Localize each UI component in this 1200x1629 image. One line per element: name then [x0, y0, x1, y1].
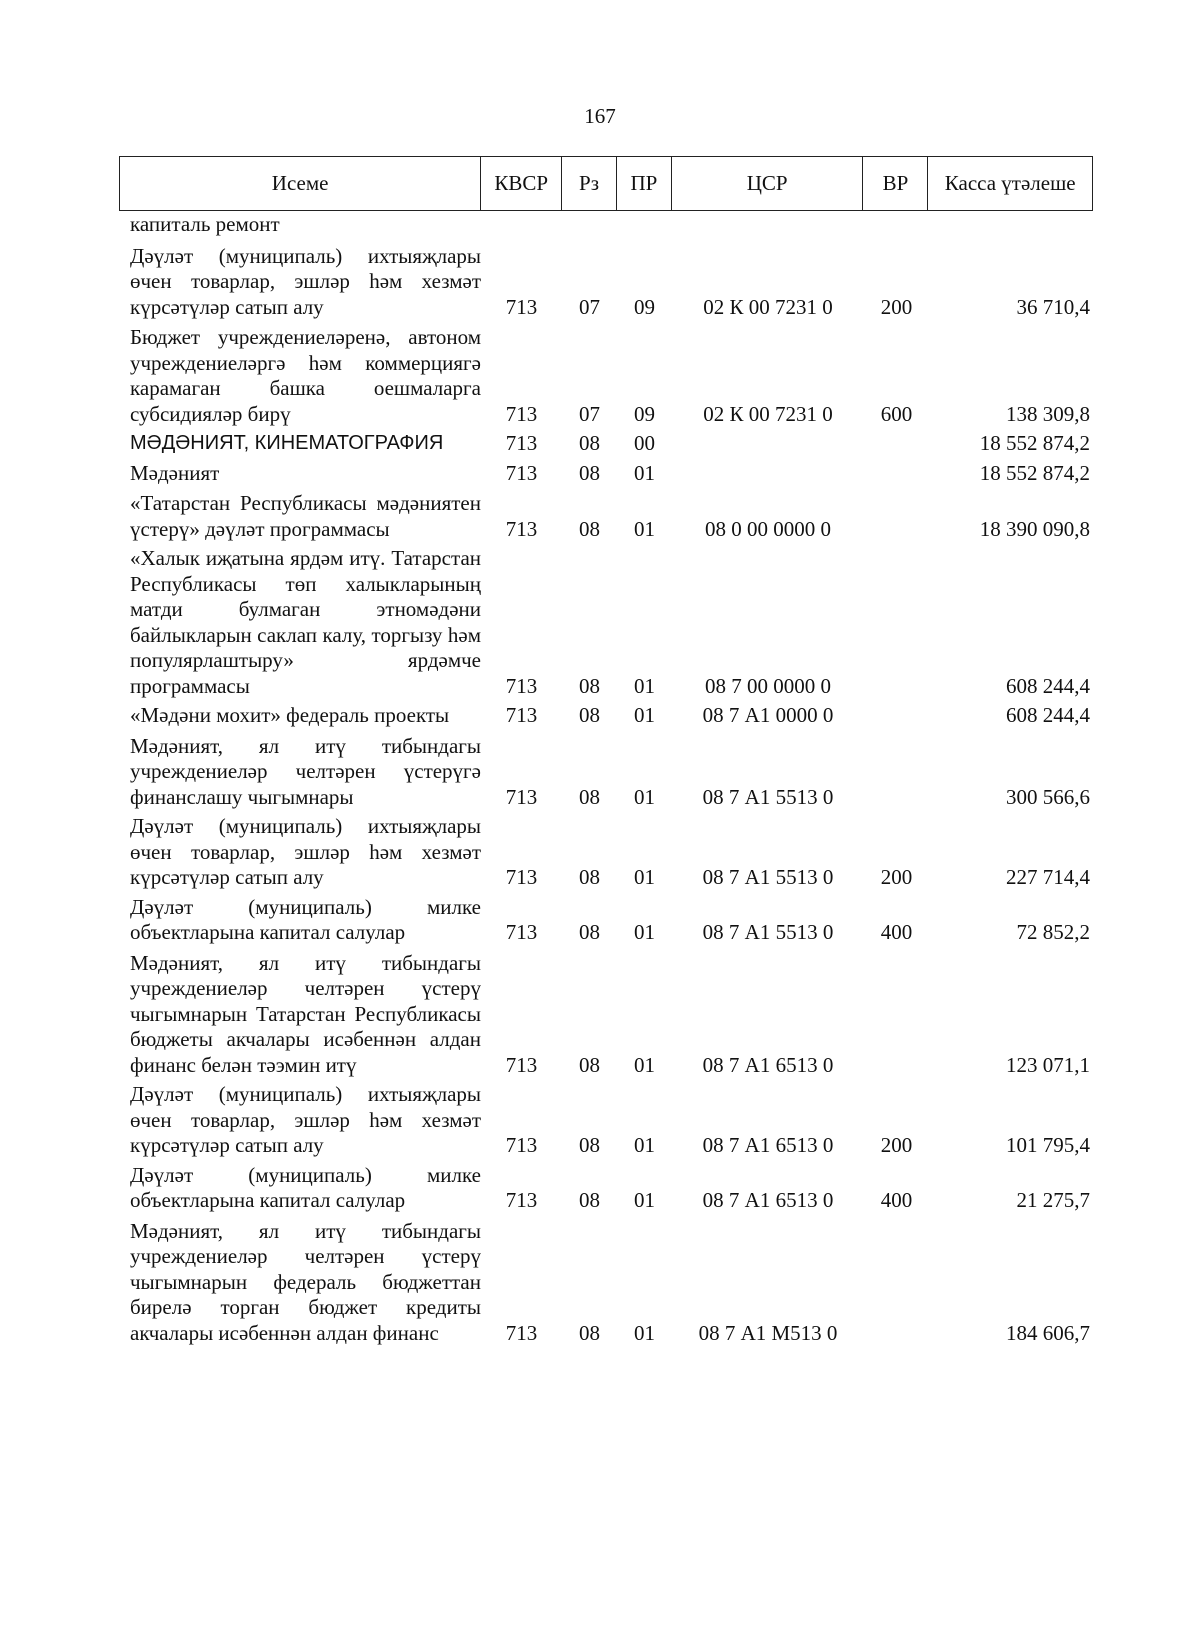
- cell-kvsr: 713: [505, 920, 538, 944]
- table-row: [130, 814, 1090, 891]
- table-row: [130, 703, 1090, 729]
- table-row: [130, 951, 1090, 1079]
- table-header: [119, 156, 1093, 211]
- cell-name: Дәүләт (муниципаль) ихтыяҗлары өчен товарлар, эшләр һәм хезмәт күрсәтүләр сатып алу: [130, 243, 481, 319]
- cell-name: «Халык иҗатына ярдәм итү. Татарстан Республикасы төп халыкларының матди булмаган этномәдәни байлыкларын саклап калу, торгызу һәм популярлаштыру» ярдәмче программасы: [130, 546, 481, 698]
- cell-sum: 227 714,4: [1006, 865, 1090, 889]
- cell-sum: 608 244,4: [1006, 703, 1090, 727]
- cell-sum: 18 390 090,8: [979, 516, 1090, 541]
- cell-kvsr: 713: [505, 460, 538, 485]
- page-number: 167: [584, 104, 616, 128]
- cell-kvsr: 713: [505, 784, 538, 809]
- table-row: [130, 1219, 1090, 1347]
- cell-vr: 600: [880, 401, 913, 426]
- cell-kvsr: 713: [505, 1133, 538, 1157]
- cell-vr: 200: [880, 865, 913, 889]
- cell-csr: 08 7 А1 5513 0: [702, 865, 834, 889]
- cell-name: «Мәдәни мохит» федераль проекты: [130, 703, 450, 727]
- cell-vr: 400: [880, 1188, 913, 1212]
- cell-kvsr: 713: [505, 1320, 538, 1345]
- cell-rz: 08: [579, 431, 600, 455]
- cell-name: Мәдәният, ял итү тибындагы учреждениеләр челтәрен үстерү чыгымнарын Татарстан Республикасы бюджеты акчалары исәбеннән алдан финанс белән тәэмин итү: [130, 950, 481, 1077]
- cell-rz: 08: [579, 865, 600, 889]
- table-row: [130, 491, 1090, 542]
- cell-rz: 08: [579, 1188, 600, 1212]
- cell-rz: 08: [579, 1320, 600, 1345]
- cell-rz: 07: [579, 401, 600, 426]
- cell-name: Дәүләт (муниципаль) милке объектларына капитал салулар: [130, 1162, 481, 1212]
- cell-csr: 08 7 А1 М513 0: [698, 1320, 838, 1345]
- cell-pr: 00: [634, 431, 655, 455]
- cell-csr: 08 0 00 0000 0: [705, 516, 831, 541]
- cell-vr: 200: [880, 294, 913, 319]
- cell-pr: 09: [634, 401, 655, 426]
- cell-rz: 08: [579, 784, 600, 809]
- cell-rz: 08: [579, 516, 600, 541]
- header-name: Исеме: [120, 157, 481, 210]
- table-row: [130, 1163, 1090, 1214]
- cell-rz: 08: [579, 703, 600, 727]
- table-row: [130, 325, 1090, 427]
- table-row: [130, 1082, 1090, 1159]
- cell-sum: 18 552 874,2: [979, 460, 1090, 485]
- cell-csr: 02 К 00 7231 0: [703, 294, 833, 319]
- cell-kvsr: 713: [505, 516, 538, 541]
- cell-vr: 400: [880, 920, 913, 944]
- cell-csr: 08 7 А1 5513 0: [702, 920, 834, 944]
- cell-kvsr: 713: [505, 431, 538, 455]
- cell-kvsr: 713: [505, 1188, 538, 1212]
- cell-sum: 300 566,6: [1006, 784, 1090, 809]
- cell-sum: 18 552 874,2: [979, 431, 1090, 455]
- cell-name: Мәдәният: [130, 460, 220, 485]
- cell-kvsr: 713: [505, 673, 538, 698]
- table-row: [130, 244, 1090, 321]
- cell-rz: 08: [579, 460, 600, 485]
- cell-pr: 01: [634, 920, 655, 944]
- header-kvsr: КВСР: [481, 157, 562, 210]
- cell-pr: 01: [634, 673, 655, 698]
- cell-sum: 608 244,4: [1006, 673, 1090, 698]
- cell-rz: 08: [579, 673, 600, 698]
- cell-sum: 72 852,2: [1016, 920, 1090, 944]
- cell-csr: 08 7 А1 6513 0: [702, 1133, 834, 1157]
- cell-pr: 01: [634, 784, 655, 809]
- cell-rz: 08: [579, 1052, 600, 1077]
- cell-pr: 01: [634, 1052, 655, 1077]
- cell-name: Дәүләт (муниципаль) ихтыяҗлары өчен товарлар, эшләр һәм хезмәт күрсәтүләр сатып алу: [130, 814, 481, 889]
- cell-name: Бюджет учреждениеләренә, автоном учреждениеләргә һәм коммерциягә карамаган башка оешмаларга субсидияләр бирү: [130, 325, 481, 426]
- cell-name: Мәдәният, ял итү тибындагы учреждениеләр челтәрен үстерү чыгымнарын федераль бюджеттан бирелә торган бюджет кредиты акчалары исәбеннән алдан финанс: [130, 1218, 481, 1345]
- cell-kvsr: 713: [505, 1052, 538, 1077]
- header-sum: Касса үтәлеше: [944, 171, 1076, 195]
- cell-rz: 07: [579, 294, 600, 319]
- cell-sum: 138 309,8: [1006, 401, 1090, 426]
- cell-pr: 01: [634, 865, 655, 889]
- cell-csr: 08 7 А1 0000 0: [702, 703, 834, 727]
- table-row: [130, 461, 1090, 487]
- cell-sum: 123 071,1: [1006, 1052, 1090, 1077]
- header-vr: ВР: [863, 157, 928, 210]
- cell-pr: 01: [634, 460, 655, 485]
- table-row: [130, 546, 1090, 699]
- cell-kvsr: 713: [505, 865, 538, 889]
- table-body: [130, 212, 1090, 1346]
- cell-rz: 08: [579, 1133, 600, 1157]
- cell-name: МӘДӘНИЯТ, КИНЕМАТОГРАФИЯ: [130, 432, 444, 454]
- header-csr: ЦСР: [672, 157, 864, 210]
- table-row: [130, 431, 1090, 457]
- cell-pr: 09: [634, 294, 655, 319]
- cell-csr: 08 7 А1 6513 0: [702, 1052, 834, 1077]
- cell-sum: 101 795,4: [1006, 1133, 1090, 1157]
- cell-sum: 36 710,4: [1016, 294, 1090, 319]
- cell-pr: 01: [634, 1133, 655, 1157]
- cell-pr: 01: [634, 1188, 655, 1212]
- cell-csr: 02 К 00 7231 0: [703, 401, 833, 426]
- table-row: [130, 895, 1090, 946]
- cell-csr: 08 7 00 0000 0: [705, 673, 831, 698]
- header-rz: Рз: [562, 157, 617, 210]
- cell-vr: 200: [880, 1133, 913, 1157]
- cell-name: Мәдәният, ял итү тибындагы учреждениеләр челтәрен үстерүгә финанслашу чыгымнары: [130, 733, 481, 809]
- cell-kvsr: 713: [505, 703, 538, 727]
- cell-sum: 184 606,7: [1006, 1320, 1090, 1345]
- cell-name: Дәүләт (муниципаль) милке объектларына капитал салулар: [130, 894, 481, 944]
- cell-sum: 21 275,7: [1016, 1188, 1090, 1212]
- cell-kvsr: 713: [505, 401, 538, 426]
- table-row: [130, 734, 1090, 811]
- cell-name: «Татарстан Республикасы мәдәниятен үстерү» дәүләт программасы: [130, 491, 481, 541]
- cell-kvsr: 713: [505, 294, 538, 319]
- cell-name: Дәүләт (муниципаль) ихтыяҗлары өчен товарлар, эшләр һәм хезмәт күрсәтүләр сатып алу: [130, 1082, 481, 1157]
- cell-rz: 08: [579, 920, 600, 944]
- cell-pr: 01: [634, 516, 655, 541]
- cell-name: капиталь ремонт: [130, 212, 280, 236]
- cell-pr: 01: [634, 1320, 655, 1345]
- cell-csr: 08 7 А1 5513 0: [702, 784, 834, 809]
- cell-csr: 08 7 А1 6513 0: [702, 1188, 834, 1212]
- cell-pr: 01: [634, 703, 655, 727]
- header-pr: ПР: [617, 157, 672, 210]
- table-row: [130, 212, 1090, 238]
